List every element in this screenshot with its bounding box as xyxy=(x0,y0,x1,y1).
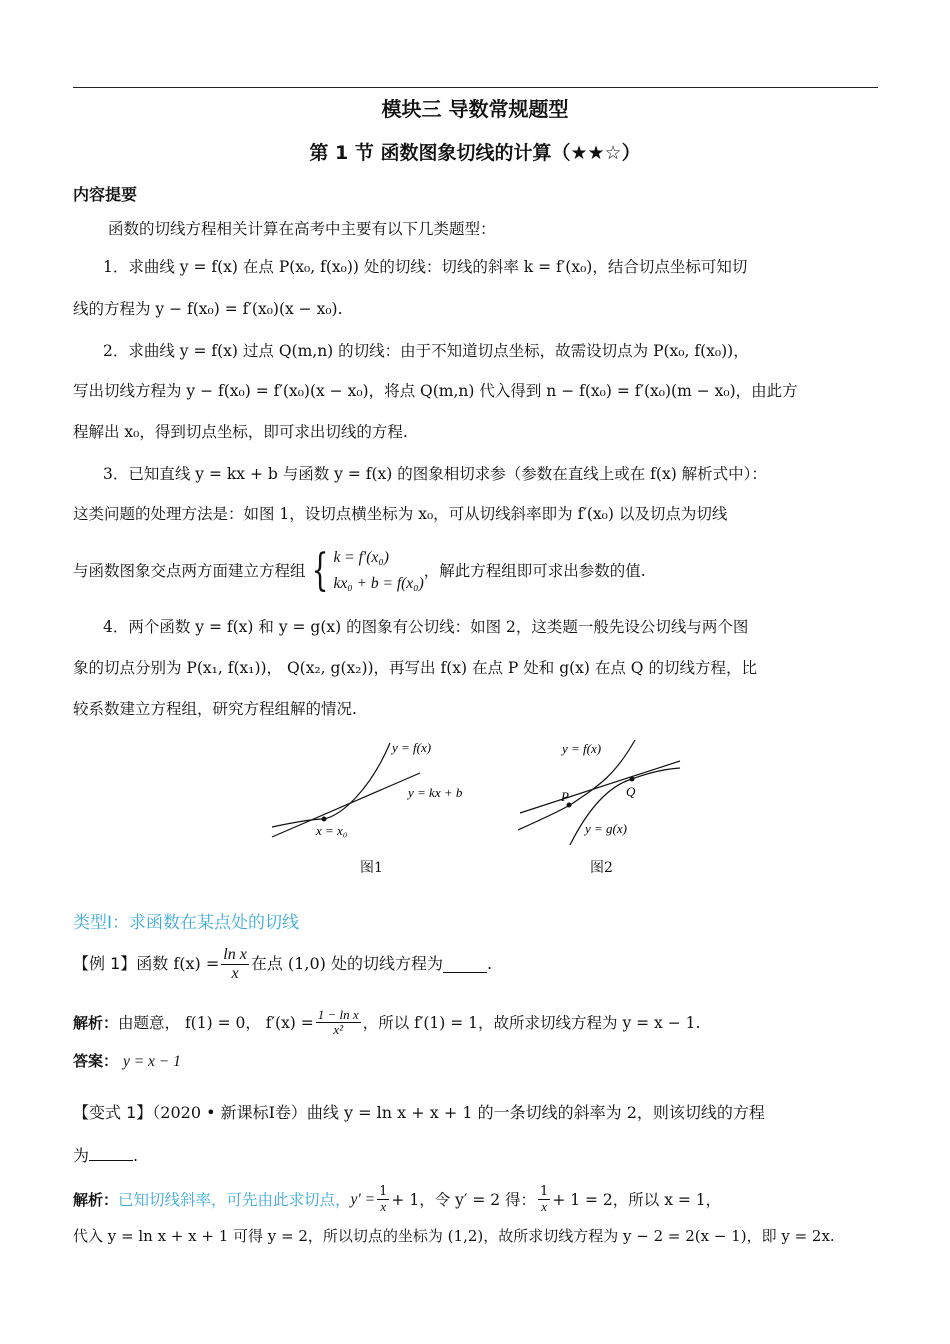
fig2-caption: 图2 xyxy=(590,860,613,876)
summary-label: 内容提要 xyxy=(73,185,138,204)
analysis2-label: 解析： xyxy=(73,1190,119,1209)
variant1-line2 xyxy=(73,1144,138,1167)
example1-pre: 函数 f(x) = xyxy=(136,954,220,974)
equation-system xyxy=(306,545,424,597)
analysis2-fraction-2 xyxy=(538,1185,550,1215)
example1-end: . xyxy=(486,954,493,974)
fig2-f-label: y = f(x) xyxy=(562,741,602,756)
analysis1 xyxy=(73,1008,700,1038)
analysis2-frac2-den: x xyxy=(541,1199,548,1215)
example1-frac-num: ln x xyxy=(223,946,247,963)
example1-fraction xyxy=(221,946,249,982)
analysis2-part1-post: + 1，令 y′ = 2 得： xyxy=(391,1190,537,1209)
fig2-g-label: y = g(x) xyxy=(585,821,627,836)
item3-line3-pre: 与函数图象交点两方面建立方程组 xyxy=(73,562,306,580)
example1 xyxy=(73,946,492,982)
fig2-point-q xyxy=(630,777,635,782)
item3-line2: 这类问题的处理方法是：如图 1，设切点横坐标为 x₀，可从切线斜率即为 f′(x₀) 以及切点为切线 xyxy=(73,505,728,523)
fig1-caption: 图1 xyxy=(360,860,383,876)
analysis2-frac2-num: 1 xyxy=(540,1184,549,1199)
variant1-text: （2020 • 新课标Ⅰ卷）曲线 y = ln x + x + 1 的一条切线的斜率为 2，则该切线的方程 xyxy=(152,1103,765,1122)
analysis2-line2: 代入 y = ln x + x + 1 可得 y = 2，所以切点的坐标为 (1,2)，故所求切线方程为 y − 2 = 2(x − 1)，即 y = 2x. xyxy=(73,1227,835,1245)
analysis2-part1-pre: y′ = xyxy=(350,1190,376,1208)
summary-intro: 函数的切线方程相关计算在高考中主要有以下几类题型： xyxy=(108,220,496,238)
fig2-p-label: P xyxy=(561,789,569,804)
variant-answer-blank[interactable] xyxy=(89,1144,133,1161)
item3-line3 xyxy=(73,545,646,597)
header-rule xyxy=(73,87,878,88)
analysis1-pre: 由题意， f(1) = 0， f′(x) = xyxy=(118,1013,314,1032)
type1-heading: 类型Ⅰ：求函数在某点处的切线 xyxy=(73,913,300,933)
answer-blank[interactable] xyxy=(443,956,487,973)
item3-line1: 3．已知直线 y = kx + b 与函数 y = f(x) 的图象相切求参（参数在直线上或在 f(x) 解析式中）： xyxy=(103,465,767,483)
answer1 xyxy=(73,1050,181,1073)
analysis1-frac-den: x² xyxy=(333,1022,344,1038)
item4-line3: 较系数建立方程组，研究方程组解的情况. xyxy=(73,700,357,718)
analysis2-part2-post: + 1 = 2，所以 x = 1， xyxy=(552,1190,722,1209)
item2-line2: 写出切线方程为 y − f(x₀) = f′(x₀)(x − x₀)，将点 Q(m,n) 代入得到 n − f(x₀) = f′(x₀)(m − x₀)，由此方 xyxy=(73,382,798,400)
answer1-value: y = x − 1 xyxy=(122,1053,181,1070)
fig2-common-tangent xyxy=(520,761,680,813)
analysis2-frac1-den: x xyxy=(380,1199,387,1215)
fig1-curve-label: y = f(x) xyxy=(392,740,432,755)
variant1-line2-post: . xyxy=(133,1146,139,1165)
variant1-tag: 【变式 1】 xyxy=(73,1103,153,1122)
answer1-label: 答案： xyxy=(73,1052,119,1070)
fig2-q-label: Q xyxy=(626,784,636,799)
analysis1-post: ，所以 f′(1) = 1，故所求切线方程为 y = x − 1. xyxy=(362,1013,701,1032)
fig1-tangent-point xyxy=(322,817,327,822)
analysis2-frac1-num: 1 xyxy=(379,1184,388,1199)
system-eq1: k = f′(x₀) xyxy=(333,549,389,566)
variant1-line1 xyxy=(73,1102,765,1124)
analysis1-frac-num: 1 − ln x xyxy=(317,1007,359,1022)
left-brace: { xyxy=(311,545,328,596)
fig1-curve xyxy=(272,743,390,827)
item4-line1: 4．两个函数 y = f(x) 和 y = g(x) 的图象有公切线：如图 2，这类题一般先设公切线与两个图 xyxy=(103,618,749,636)
module-title: 模块三 导数常规题型 xyxy=(381,97,569,121)
item1-line2: 线的方程为 y − f(x₀) = f′(x₀)(x − x₀). xyxy=(73,300,343,318)
variant1-line2-pre: 为 xyxy=(73,1146,90,1165)
fig1-line-label: y = kx + b xyxy=(408,785,463,800)
fig1-point-label: x = x₀ xyxy=(316,823,348,838)
analysis2 xyxy=(73,1185,721,1215)
example1-tag: 【例 1】 xyxy=(73,954,137,974)
figure-2 xyxy=(510,735,690,845)
section-title: 第 1 节 函数图象切线的计算（★★☆） xyxy=(309,142,641,164)
item4-line2: 象的切点分别为 P(x₁, f(x₁))， Q(x₂, g(x₂))，再写出 f(x) 在点 P 处和 g(x) 在点 Q 的切线方程，比 xyxy=(73,659,757,677)
analysis1-label: 解析： xyxy=(73,1013,119,1032)
item3-line3-post: ，解此方程组即可求出参数的值. xyxy=(423,562,646,580)
example1-frac-den: x xyxy=(231,964,239,982)
system-eq2: kx₀ + b = f(x₀) xyxy=(333,575,424,592)
analysis2-hint: 已知切线斜率，可先由此求切点， xyxy=(118,1190,351,1209)
item1-line1: 1．求曲线 y = f(x) 在点 P(x₀, f(x₀)) 处的切线：切线的斜率 k = f′(x₀)，结合切点坐标可知切 xyxy=(103,258,748,276)
analysis2-fraction-1 xyxy=(377,1185,389,1215)
item2-line3: 程解出 x₀，得到切点坐标，即可求出切线的方程. xyxy=(73,423,408,441)
analysis1-fraction xyxy=(316,1008,361,1038)
item2-line1: 2．求曲线 y = f(x) 过点 Q(m,n) 的切线：由于不知道切点坐标，故需设切点为 P(x₀, f(x₀))， xyxy=(103,342,749,360)
figure-1 xyxy=(260,735,480,845)
example1-post: 在点 (1,0) 处的切线方程为 xyxy=(250,954,443,974)
